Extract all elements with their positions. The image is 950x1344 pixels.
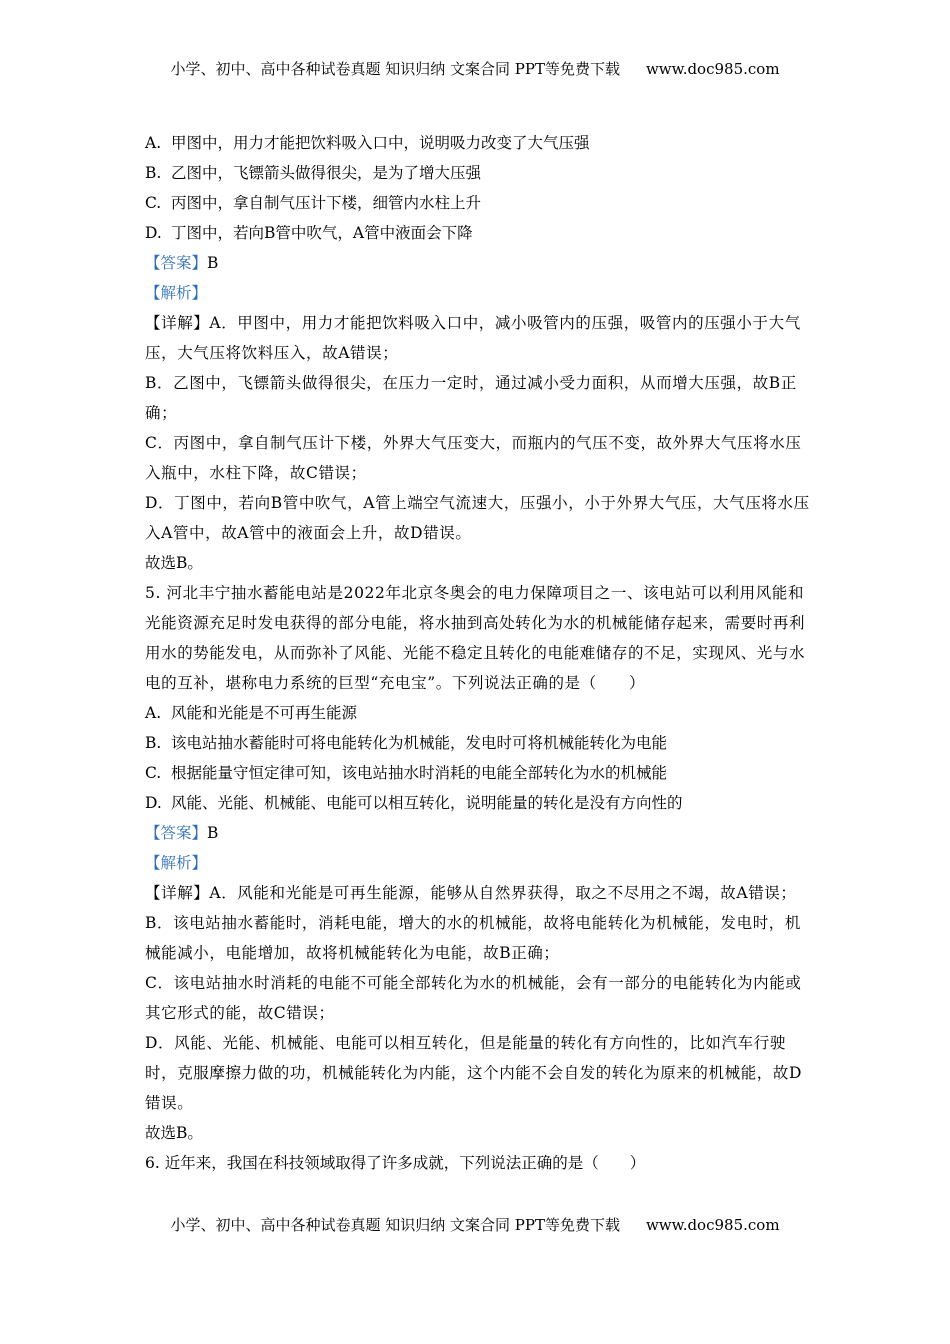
document-body: [145, 128, 813, 1178]
option-text: 风能和光能是不可再生能源: [171, 704, 358, 722]
analysis-tag: 【解析】: [145, 854, 208, 872]
q4-answer: [145, 248, 813, 278]
q5-detail-a: [145, 878, 813, 908]
option-label: D.: [145, 794, 162, 812]
q4-option-d: [145, 218, 813, 248]
banner-text: 小学、初中、高中各种试卷真题 知识归纳 文案合同 PPT等免费下载: [170, 60, 620, 78]
q5-analysis: [145, 848, 813, 878]
footer-banner: [0, 1214, 950, 1235]
q6-stem: 6. 近年来，我国在科技领域取得了许多成就，下列说法正确的是（ ）: [145, 1154, 646, 1172]
option-label: A.: [145, 704, 162, 722]
banner-site-link[interactable]: www.doc985.com: [645, 60, 780, 78]
option-text: 该电站抽水蓄能时可将电能转化为机械能，发电时可将机械能转化为电能: [171, 734, 668, 752]
option-text: 根据能量守恒定律可知，该电站抽水时消耗的电能全部转化为水的机械能: [171, 764, 668, 782]
q5-conclusion: 故选B。: [145, 1124, 203, 1142]
option-text: 风能、光能、机械能、电能可以相互转化，说明能量的转化是没有方向性的: [171, 794, 683, 812]
option-text: 乙图中，飞镖箭头做得很尖，是为了增大压强: [171, 164, 482, 182]
option-label: C.: [145, 764, 162, 782]
q5-detail-c: C．该电站抽水时消耗的电能不可能全部转化为水的机械能，会有一部分的电能转化为内能或其它形式的能，故C错误；: [145, 974, 802, 1022]
q5-detail-b: B．该电站抽水蓄能时，消耗电能，增大的水的机械能，故将电能转化为机械能，发电时，机械能减小，电能增加，故将机械能转化为电能，故B正确；: [145, 914, 801, 962]
detail-tag: 【详解】: [145, 314, 210, 332]
q5-detail-d: D．风能、光能、机械能、电能可以相互转化，但是能量的转化有方向性的，比如汽车行驶时，克服摩擦力做的功，机械能转化为内能，这个内能不会自发的转化为原来的机械能，故D错误。: [145, 1034, 803, 1112]
detail-text: A．甲图中，用力才能把饮料吸入口中，减小吸管内的压强，吸管内的压强小于大气压，大气压将饮料压入，故A错误；: [145, 314, 801, 362]
option-label: A.: [145, 134, 162, 152]
q4-conclusion: 故选B。: [145, 554, 203, 572]
answer-value: B: [207, 254, 219, 272]
q5-answer: [145, 818, 813, 848]
header-banner: [0, 58, 950, 79]
option-label: B.: [145, 164, 162, 182]
q4-option-c: [145, 188, 813, 218]
banner-text: 小学、初中、高中各种试卷真题 知识归纳 文案合同 PPT等免费下载: [170, 1216, 620, 1234]
q5-option-a: [145, 698, 813, 728]
option-text: 甲图中，用力才能把饮料吸入口中，说明吸力改变了大气压强: [171, 134, 590, 152]
option-text: 丁图中，若向B管中吹气，A管中液面会下降: [171, 224, 473, 242]
q5-option-b: [145, 728, 813, 758]
detail-text: A．风能和光能是可再生能源，能够从自然界获得，取之不尽用之不竭，故A错误；: [209, 884, 797, 902]
q4-option-b: [145, 158, 813, 188]
analysis-tag: 【解析】: [145, 284, 208, 302]
answer-value: B: [207, 824, 219, 842]
banner-site-link[interactable]: www.doc985.com: [645, 1216, 780, 1234]
option-label: C.: [145, 194, 162, 212]
option-text: 丙图中，拿自制气压计下楼，细管内水柱上升: [171, 194, 482, 212]
q4-detail-b: B．乙图中，飞镖箭头做得很尖，在压力一定时，通过减小受力面积，从而增大压强，故B正确；: [145, 374, 797, 422]
q4-option-a: [145, 128, 813, 158]
q5-option-d: [145, 788, 813, 818]
q4-detail-a: [145, 308, 813, 368]
detail-tag: 【详解】: [145, 884, 210, 902]
option-label: B.: [145, 734, 162, 752]
option-label: D.: [145, 224, 162, 242]
q5-stem: 5. 河北丰宁抽水蓄能电站是2022年北京冬奥会的电力保障项目之一、该电站可以利用风能和光能资源充足时发电获得的部分电能，将水抽到高处转化为水的机械能储存起来，需要时再利用水的势能发电，从而弥补了风能、光能不稳定且转化的电能难储存的不足，实现风、光与水电的互补，堪称电力系统的巨型“充电宝”。下列说法正确的是（ ）: [145, 584, 806, 692]
answer-tag: 【答案】: [145, 254, 208, 272]
q5-option-c: [145, 758, 813, 788]
q4-detail-d: D．丁图中，若向B管中吹气，A管上端空气流速大，压强小，小于外界大气压，大气压将水压入A管中，故A管中的液面会上升，故D错误。: [145, 494, 810, 542]
q4-detail-c: C．丙图中，拿自制气压计下楼，外界大气压变大，而瓶内的气压不变，故外界大气压将水压入瓶中，水柱下降，故C错误；: [145, 434, 802, 482]
answer-tag: 【答案】: [145, 824, 208, 842]
q4-analysis: [145, 278, 813, 308]
